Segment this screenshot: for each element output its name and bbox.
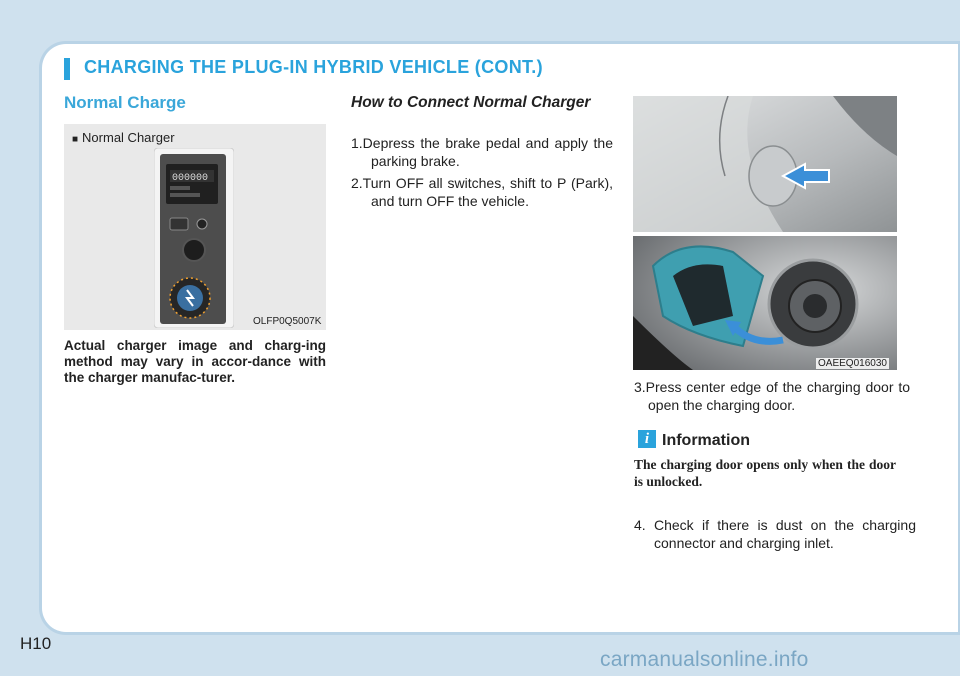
normal-charge-heading: Normal Charge (64, 93, 186, 112)
photo-code: OAEEQ016030 (818, 358, 887, 369)
step-2: 2.Turn OFF all switches, shift to P (Park), and turn OFF the vehicle. (351, 175, 613, 209)
normal-charger-figure (64, 124, 326, 330)
connect-normal-charger-heading: How to Connect Normal Charger (351, 94, 591, 111)
info-icon: i (638, 430, 656, 448)
step-3: 3.Press center edge of the charging door to open the charging door. (634, 379, 910, 413)
figure-code: OLFP0Q5007K (253, 316, 322, 327)
step-1: 1.Depress the brake pedal and apply the parking brake. (351, 135, 613, 169)
figure-caption-text: Normal Charger (82, 130, 175, 145)
header-accent-bar (64, 58, 70, 80)
charger-variation-note: Actual charger image and charg-ing method may vary in accor-dance with the charger manufac-turer. (64, 338, 326, 385)
charger-illustration (154, 148, 234, 328)
page-number: H10 (20, 634, 52, 653)
charging-door-closed-illustration (633, 96, 897, 232)
figure-caption (72, 130, 175, 145)
charger-display-readout: 000000 (172, 173, 209, 184)
information-title: Information (662, 432, 750, 449)
connection-steps (351, 134, 613, 214)
watermark-link[interactable]: carmanualsonline.info (600, 648, 809, 671)
step-4: 4. Check if there is dust on the charging connector and charging inlet. (634, 517, 916, 551)
charging-door-open-illustration (633, 236, 897, 370)
charging-door-closed-photo (633, 96, 897, 232)
information-text: The charging door opens only when the door is unlocked. (634, 457, 896, 489)
charging-door-open-photo (633, 236, 897, 370)
section-header-title: CHARGING THE PLUG-IN HYBRID VEHICLE (CONT.) (84, 57, 543, 77)
caption-marker: ■ (72, 134, 79, 145)
